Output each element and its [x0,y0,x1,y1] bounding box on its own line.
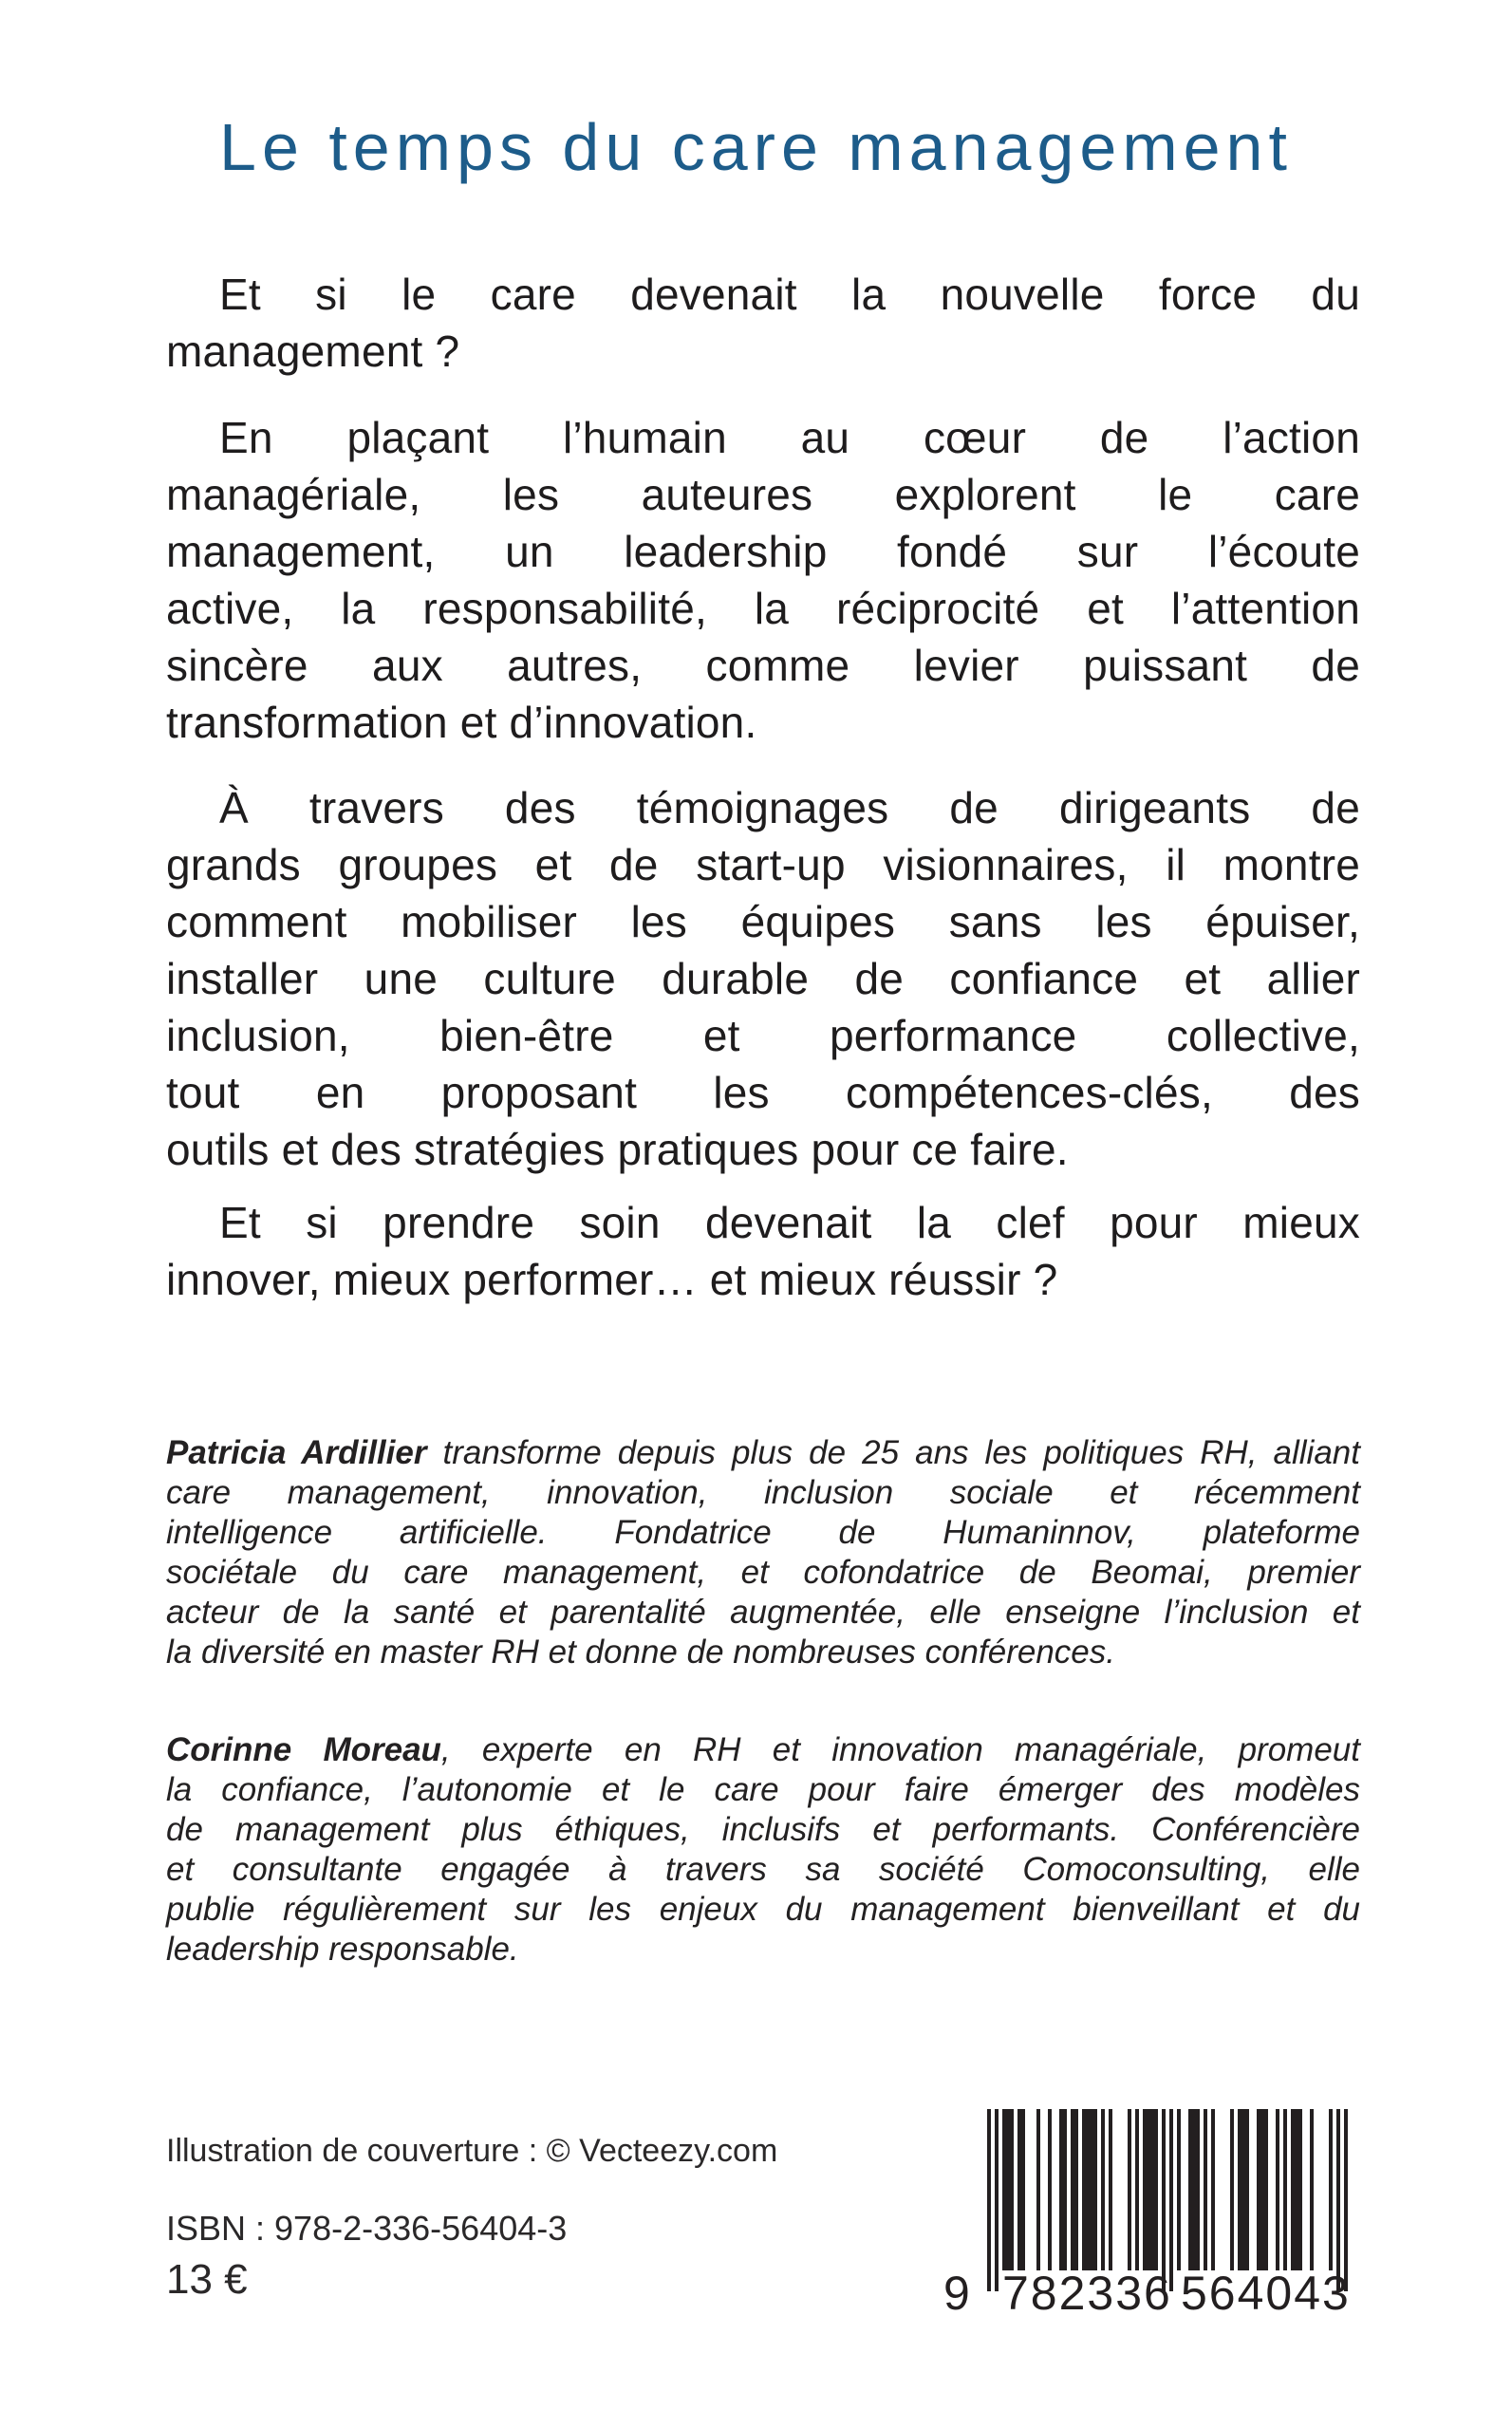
ean13-barcode-bars [987,2109,1348,2291]
text-line: management ? [166,327,460,376]
ean13-barcode [943,2109,1351,2346]
text-line: innover, mieux performer… et mieux réussir ? [166,1255,1058,1304]
bio-line-rest: , experte en RH et innovation managériale, promeut [440,1731,1360,1768]
barcode-digit-leading: 9 [943,2267,972,2320]
barcode-digit-group-right: 564043 [1181,2267,1351,2320]
text-line [166,1433,1360,1473]
text-line: publie régulièrement sur les enjeux du management bienveillant et du [166,1891,1360,1928]
synopsis-paragraph-3 [166,779,1360,1178]
text-line: la diversité en master RH et donne de nombreuses conférences. [166,1634,1115,1671]
text-line: intelligence artificielle. Fondatrice de Humaninnov, plateforme [166,1514,1360,1551]
text-line: leadership responsable. [166,1931,519,1968]
text-line: la confiance, l’autonomie et le care pour faire émerger des modèles [166,1771,1360,1808]
text-line: Et si le care devenait la nouvelle force du [219,270,1360,319]
illustration-credit: Illustration de couverture : © Vecteezy.com [166,2133,778,2169]
text-line: tout en proposant les compétences-clés, des [166,1068,1360,1117]
author-bio-patricia-ardillier [166,1433,1360,1672]
author-name: Corinne Moreau [166,1731,441,1768]
text-line: et consultante engagée à travers sa société Comoconsulting, elle [166,1851,1360,1888]
synopsis-paragraph-2 [166,409,1360,751]
text-line: installer une culture durable de confiance et allier [166,954,1360,1003]
text-line: inclusion, bien-être et performance collective, [166,1011,1360,1060]
text-line: care management, innovation, inclusion sociale et récemment [166,1474,1360,1511]
text-line: Et si prendre soin devenait la clef pour mieux [219,1198,1360,1247]
text-line: sincère aux autres, comme levier puissant de [166,641,1360,690]
bio-line-rest: transforme depuis plus de 25 ans les politiques RH, alliant [426,1434,1360,1471]
price: 13 € [166,2256,248,2303]
text-line: acteur de la santé et parentalité augmentée, elle enseigne l’inclusion et [166,1594,1360,1631]
text-line [166,1730,1360,1770]
text-line: de management plus éthiques, inclusifs et performants. Conférencière [166,1811,1360,1848]
text-line: active, la responsabilité, la réciprocité et l’attention [166,584,1360,633]
synopsis-paragraph-1 [166,266,1360,380]
text-line: En plaçant l’humain au cœur de l’action [219,413,1360,462]
text-line: outils et des stratégies pratiques pour ce faire. [166,1125,1069,1174]
text-line: transformation et d’innovation. [166,698,757,747]
isbn-number: ISBN : 978-2-336-56404-3 [166,2209,568,2248]
author-bio-corinne-moreau [166,1730,1360,1970]
text-line: management, un leadership fondé sur l’écoute [166,527,1360,576]
text-line: grands groupes et de start-up visionnaires, il montre [166,840,1360,889]
text-line: sociétale du care management, et cofondatrice de Beomai, premier [166,1554,1360,1591]
synopsis-paragraph-4 [166,1194,1360,1308]
barcode-digit-group-left: 782336 [1002,2267,1172,2320]
book-title: Le temps du care management [219,110,1293,184]
text-line: managériale, les auteures explorent le care [166,470,1360,519]
author-name: Patricia Ardillier [166,1434,427,1471]
text-line: comment mobiliser les équipes sans les épuiser, [166,897,1360,946]
text-line: À travers des témoignages de dirigeants de [219,783,1360,832]
